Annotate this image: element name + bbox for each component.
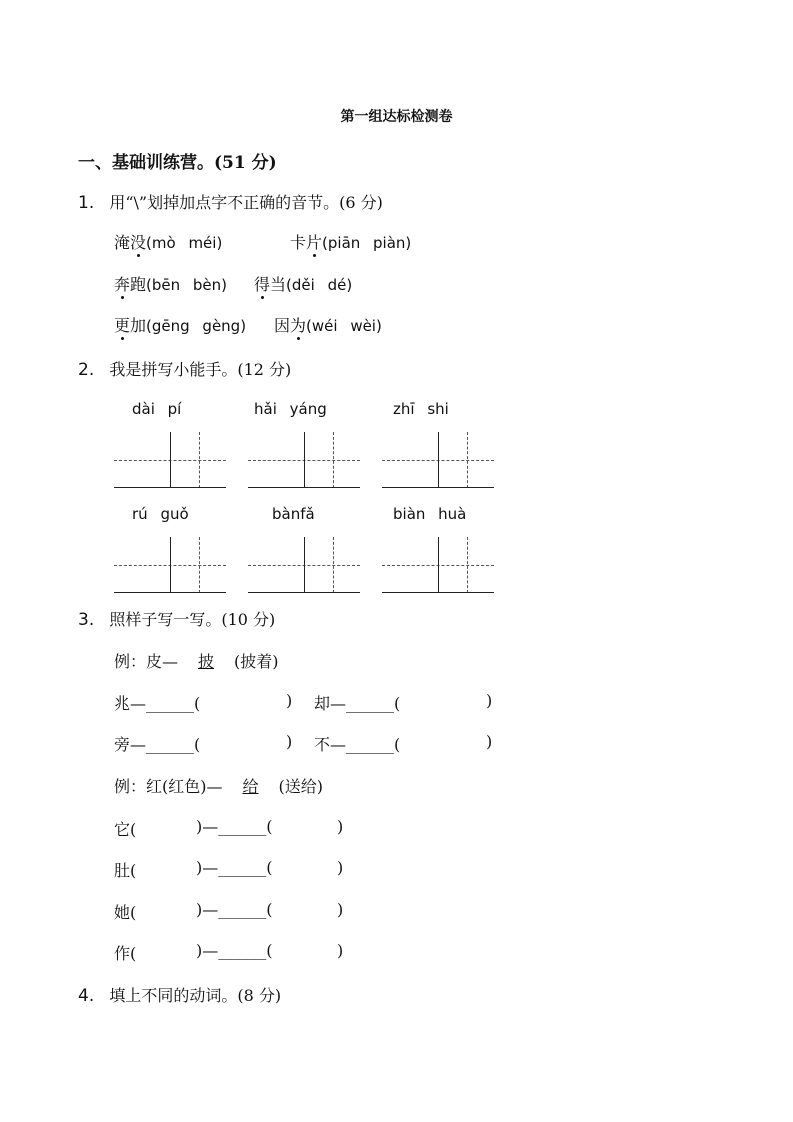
dotted-char: 得 [254, 272, 270, 295]
fill-line[interactable]: 旁—______( [114, 735, 201, 754]
writing-grid[interactable] [248, 537, 360, 593]
fill-line[interactable]: 它( [114, 820, 137, 839]
fill-line-close: ) [337, 858, 344, 877]
dotted-char: 为 [290, 313, 306, 336]
writing-grid[interactable] [248, 432, 360, 488]
question-text: 我是拼写小能手。(12 分) [109, 360, 292, 379]
writing-grid[interactable] [114, 432, 226, 488]
pinyin-item: 奔跑(bēn bèn) [114, 272, 227, 295]
question-text: 用“\”划掉加点字不正确的音节。(6 分) [109, 193, 383, 212]
question-2 [78, 357, 291, 380]
example-answer: 给 [242, 777, 259, 796]
fill-line[interactable]: )—______( [196, 858, 273, 877]
writing-grid[interactable] [382, 432, 494, 488]
pinyin-prompt: hǎi yáng [254, 400, 327, 418]
page-title: 第一组达标检测卷 [340, 109, 453, 125]
dotted-char: 片 [306, 230, 322, 253]
fill-line[interactable]: 兆—______( [114, 694, 201, 713]
question-number: 3. [78, 610, 95, 630]
example-line: 例：皮— 披 (披着) [114, 649, 279, 672]
pinyin-item: 卡片(piān piàn) [290, 230, 411, 253]
question-3 [78, 607, 275, 630]
fill-line[interactable]: )—______( [196, 817, 273, 836]
pinyin-prompt: bànfǎ [272, 505, 315, 523]
fill-line[interactable]: 作( [114, 944, 137, 963]
fill-line-close: ) [337, 941, 344, 960]
dotted-char: 奔 [114, 272, 130, 295]
fill-line-close: ) [337, 817, 344, 836]
fill-line-close: ) [286, 691, 293, 710]
section-heading: 一、基础训练营。(51 分) [78, 153, 277, 173]
pinyin-item: 淹没(mò méi) [114, 230, 222, 253]
pinyin-prompt: biàn huà [393, 505, 467, 523]
pinyin-prompt: zhī shi [393, 400, 449, 418]
question-4 [78, 983, 281, 1006]
question-number: 1. [78, 193, 95, 213]
dotted-char: 没 [130, 230, 146, 253]
writing-grid[interactable] [382, 537, 494, 593]
pinyin-item: 得当(děi dé) [254, 272, 352, 295]
fill-line-close: ) [486, 691, 493, 710]
dotted-char: 更 [114, 313, 130, 336]
example-line: 例：红(红色)— 给 (送给) [114, 774, 323, 797]
question-number: 2. [78, 360, 95, 380]
pinyin-prompt: rú guǒ [132, 505, 189, 523]
pinyin-item: 因为(wéi wèi) [274, 313, 382, 336]
example-answer: 披 [198, 652, 215, 671]
pinyin-prompt: dài pí [132, 400, 182, 418]
pinyin-item: 更加(gēng gèng) [114, 313, 246, 336]
fill-line[interactable]: 肚( [114, 861, 137, 880]
fill-line[interactable]: 不—______( [314, 735, 401, 754]
question-text: 填上不同的动词。(8 分) [109, 986, 282, 1005]
fill-line-close: ) [486, 732, 493, 751]
fill-line[interactable]: 她( [114, 903, 137, 922]
fill-line[interactable]: 却—______( [314, 694, 401, 713]
question-text: 照样子写一写。(10 分) [109, 610, 276, 629]
fill-line-close: ) [337, 900, 344, 919]
writing-grid[interactable] [114, 537, 226, 593]
question-1 [78, 190, 383, 213]
fill-line-close: ) [286, 732, 293, 751]
question-number: 4. [78, 986, 95, 1006]
fill-line[interactable]: )—______( [196, 941, 273, 960]
fill-line[interactable]: )—______( [196, 900, 273, 919]
